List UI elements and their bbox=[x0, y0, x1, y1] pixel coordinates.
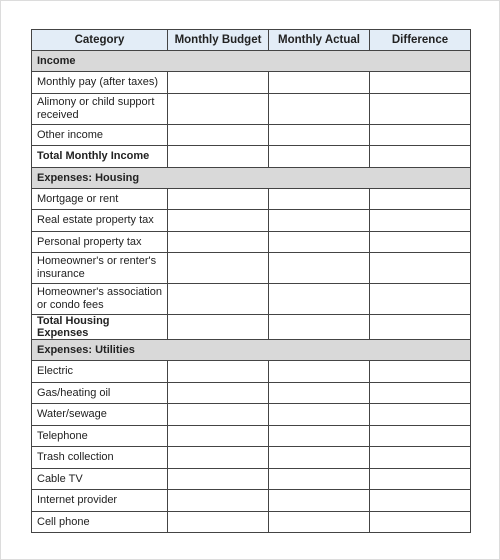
header-category: Category bbox=[32, 30, 168, 51]
actual-cell[interactable] bbox=[269, 490, 370, 512]
row-label: Homeowner's association or condo fees bbox=[32, 284, 168, 315]
table-row bbox=[32, 382, 471, 404]
row-label: Personal property tax bbox=[32, 231, 168, 253]
budget-cell[interactable] bbox=[168, 253, 269, 284]
total-row-income bbox=[32, 146, 471, 168]
difference-cell[interactable] bbox=[370, 404, 471, 426]
actual-cell[interactable] bbox=[269, 231, 370, 253]
table-row bbox=[32, 361, 471, 383]
budget-cell[interactable] bbox=[168, 188, 269, 210]
total-row-housing bbox=[32, 315, 471, 340]
actual-cell[interactable] bbox=[269, 253, 370, 284]
budget-table bbox=[31, 29, 471, 533]
difference-cell[interactable] bbox=[370, 284, 471, 315]
total-label: Total Monthly Income bbox=[32, 146, 168, 168]
actual-cell[interactable] bbox=[269, 382, 370, 404]
difference-cell[interactable] bbox=[370, 253, 471, 284]
difference-cell[interactable] bbox=[370, 468, 471, 490]
actual-cell[interactable] bbox=[269, 188, 370, 210]
actual-cell[interactable] bbox=[269, 124, 370, 146]
difference-cell[interactable] bbox=[370, 210, 471, 232]
difference-cell[interactable] bbox=[370, 382, 471, 404]
difference-cell[interactable] bbox=[370, 425, 471, 447]
budget-cell[interactable] bbox=[168, 93, 269, 124]
table-row bbox=[32, 231, 471, 253]
actual-cell[interactable] bbox=[269, 72, 370, 94]
table-row bbox=[32, 425, 471, 447]
row-label: Cable TV bbox=[32, 468, 168, 490]
section-title: Expenses: Housing bbox=[32, 167, 471, 188]
table-row bbox=[32, 253, 471, 284]
budget-cell[interactable] bbox=[168, 382, 269, 404]
actual-cell[interactable] bbox=[269, 284, 370, 315]
actual-cell[interactable] bbox=[269, 447, 370, 469]
budget-cell[interactable] bbox=[168, 315, 269, 340]
section-title: Income bbox=[32, 51, 471, 72]
row-label: Mortgage or rent bbox=[32, 188, 168, 210]
section-title: Expenses: Utilities bbox=[32, 340, 471, 361]
budget-cell[interactable] bbox=[168, 210, 269, 232]
actual-cell[interactable] bbox=[269, 468, 370, 490]
difference-cell[interactable] bbox=[370, 315, 471, 340]
budget-cell[interactable] bbox=[168, 511, 269, 533]
budget-cell[interactable] bbox=[168, 468, 269, 490]
table-row bbox=[32, 468, 471, 490]
row-label: Other income bbox=[32, 124, 168, 146]
header-row bbox=[32, 30, 471, 51]
budget-cell[interactable] bbox=[168, 124, 269, 146]
row-label: Electric bbox=[32, 361, 168, 383]
difference-cell[interactable] bbox=[370, 124, 471, 146]
row-label: Trash collection bbox=[32, 447, 168, 469]
table-row bbox=[32, 404, 471, 426]
difference-cell[interactable] bbox=[370, 490, 471, 512]
table-row bbox=[32, 210, 471, 232]
difference-cell[interactable] bbox=[370, 511, 471, 533]
budget-cell[interactable] bbox=[168, 146, 269, 168]
header-difference: Difference bbox=[370, 30, 471, 51]
row-label: Gas/heating oil bbox=[32, 382, 168, 404]
row-label: Real estate property tax bbox=[32, 210, 168, 232]
difference-cell[interactable] bbox=[370, 146, 471, 168]
table-row bbox=[32, 511, 471, 533]
table-row bbox=[32, 93, 471, 124]
row-label: Cell phone bbox=[32, 511, 168, 533]
table-row bbox=[32, 284, 471, 315]
table-row bbox=[32, 490, 471, 512]
difference-cell[interactable] bbox=[370, 188, 471, 210]
table-row bbox=[32, 72, 471, 94]
budget-cell[interactable] bbox=[168, 447, 269, 469]
budget-cell[interactable] bbox=[168, 284, 269, 315]
difference-cell[interactable] bbox=[370, 447, 471, 469]
budget-cell[interactable] bbox=[168, 425, 269, 447]
actual-cell[interactable] bbox=[269, 93, 370, 124]
actual-cell[interactable] bbox=[269, 404, 370, 426]
section-row-housing bbox=[32, 167, 471, 188]
actual-cell[interactable] bbox=[269, 361, 370, 383]
section-row-utilities bbox=[32, 340, 471, 361]
budget-cell[interactable] bbox=[168, 72, 269, 94]
row-label: Monthly pay (after taxes) bbox=[32, 72, 168, 94]
header-monthly-budget: Monthly Budget bbox=[168, 30, 269, 51]
difference-cell[interactable] bbox=[370, 93, 471, 124]
actual-cell[interactable] bbox=[269, 210, 370, 232]
total-label: Total Housing Expenses bbox=[32, 315, 168, 340]
budget-cell[interactable] bbox=[168, 490, 269, 512]
table-row bbox=[32, 124, 471, 146]
difference-cell[interactable] bbox=[370, 231, 471, 253]
actual-cell[interactable] bbox=[269, 511, 370, 533]
row-label: Water/sewage bbox=[32, 404, 168, 426]
header-monthly-actual: Monthly Actual bbox=[269, 30, 370, 51]
table-row bbox=[32, 188, 471, 210]
row-label: Internet provider bbox=[32, 490, 168, 512]
table-row bbox=[32, 447, 471, 469]
actual-cell[interactable] bbox=[269, 315, 370, 340]
budget-cell[interactable] bbox=[168, 404, 269, 426]
section-row-income bbox=[32, 51, 471, 72]
row-label: Alimony or child support received bbox=[32, 93, 168, 124]
actual-cell[interactable] bbox=[269, 425, 370, 447]
row-label: Telephone bbox=[32, 425, 168, 447]
row-label: Homeowner's or renter's insurance bbox=[32, 253, 168, 284]
actual-cell[interactable] bbox=[269, 146, 370, 168]
difference-cell[interactable] bbox=[370, 361, 471, 383]
budget-cell[interactable] bbox=[168, 231, 269, 253]
budget-cell[interactable] bbox=[168, 361, 269, 383]
difference-cell[interactable] bbox=[370, 72, 471, 94]
